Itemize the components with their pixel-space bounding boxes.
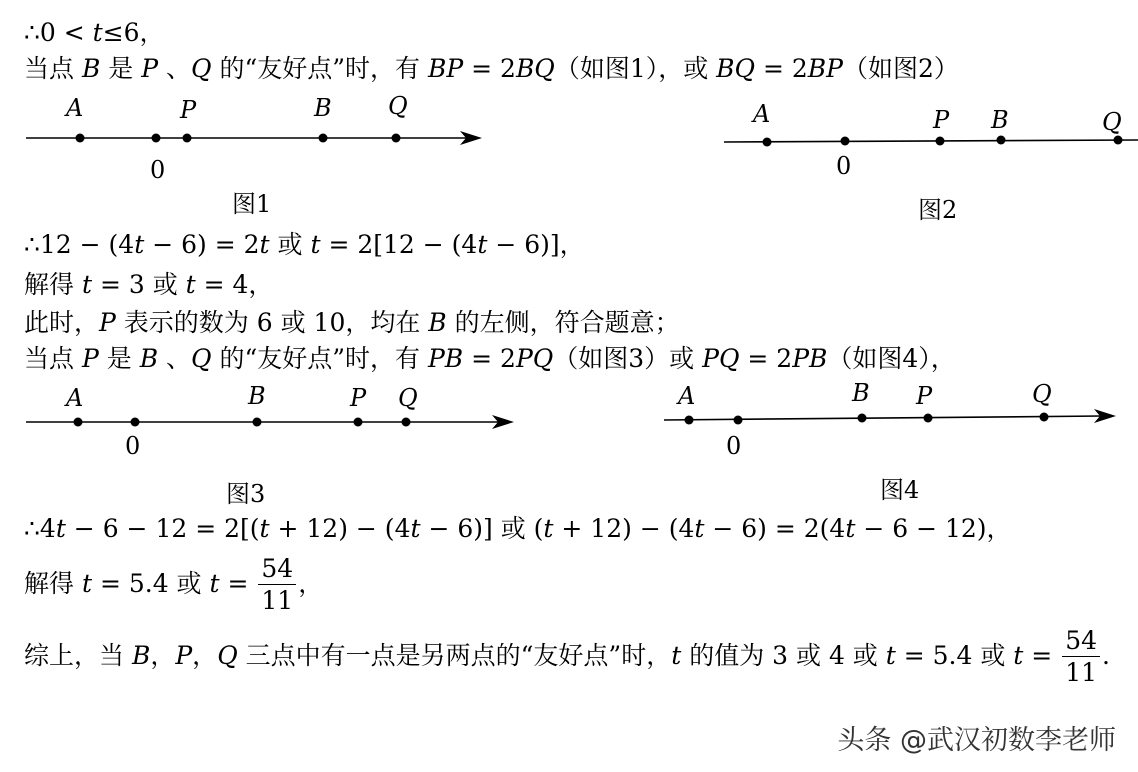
label-zero: 0: [125, 432, 141, 460]
var-t: t: [694, 514, 705, 543]
text: 表示的数为 6 或 10，均在: [115, 308, 429, 337]
text: = 2[12 − (4: [320, 230, 478, 259]
text: ≤6，: [102, 18, 165, 47]
fraction-numerator: 54: [1062, 628, 1100, 657]
var-t: t: [55, 514, 66, 543]
point-a: [763, 138, 772, 147]
point-zero: [841, 137, 850, 146]
text: ∴4: [24, 514, 56, 543]
label-q: Q: [398, 384, 418, 412]
var: PB: [427, 344, 464, 373]
text: + 12) − (4: [269, 514, 411, 543]
text: 是: [100, 54, 142, 83]
fraction-54-11: [1062, 628, 1100, 687]
text: 此时，: [24, 308, 100, 337]
text: = 2: [463, 54, 516, 83]
line-condition-t-range: [24, 20, 165, 45]
var: BQ: [515, 54, 555, 83]
point-q: [1040, 413, 1049, 422]
line-equation-case-2: [24, 516, 1012, 541]
text: + 12) − (4: [553, 514, 695, 543]
var: BQ: [716, 54, 756, 83]
fraction-numerator: 54: [258, 556, 296, 585]
point-b: [997, 136, 1006, 145]
var-t: t: [209, 568, 220, 598]
label-zero: 0: [726, 432, 742, 460]
label-a: A: [678, 382, 696, 410]
var: B: [81, 54, 101, 83]
var: Q: [217, 640, 238, 670]
text: .: [1102, 640, 1110, 670]
text: − 6)]，: [487, 230, 585, 259]
var: P: [175, 640, 193, 670]
text: ，: [150, 640, 176, 670]
text: 解得: [24, 270, 82, 299]
var: P: [81, 344, 99, 373]
figure-1-caption: 图1: [232, 190, 272, 218]
var: B: [131, 640, 151, 670]
text: 综上，当: [24, 640, 132, 670]
point-q: [402, 418, 411, 427]
line-check-case-1: [24, 310, 680, 335]
label-b: B: [852, 379, 870, 407]
point-b: [858, 414, 867, 423]
point-b: [319, 134, 328, 143]
text: − 6 − 12 = 2[(: [65, 514, 260, 543]
label-p: P: [916, 382, 933, 410]
text: = 5.4 或: [92, 568, 210, 598]
figure-3-caption: 图3: [226, 480, 266, 508]
var-t: t: [1013, 640, 1024, 670]
var: P: [99, 308, 116, 337]
point-a: [74, 418, 83, 427]
text: （如图1），或: [554, 54, 717, 83]
var-t: t: [92, 18, 103, 47]
point-q: [392, 134, 401, 143]
var: Q: [191, 54, 212, 83]
text: = 2: [755, 54, 808, 83]
text: = 2: [739, 344, 793, 373]
point-p: [354, 418, 363, 427]
text: 、: [158, 54, 192, 83]
label-a: A: [66, 94, 84, 122]
text: − 6)] 或 (: [420, 514, 544, 543]
label-q: Q: [1102, 108, 1122, 136]
point-p: [936, 137, 945, 146]
text: = 5.4 或: [895, 640, 1014, 670]
var-t: t: [185, 270, 196, 299]
point-p: [924, 414, 933, 423]
var: BP: [427, 54, 464, 83]
line-solution-case-2: [24, 556, 323, 615]
var-t: t: [845, 514, 856, 543]
text: ，: [192, 640, 218, 670]
text: − 6 − 12)，: [855, 514, 1012, 543]
fraction-denominator: 11: [1065, 658, 1097, 688]
label-a: A: [753, 100, 771, 128]
label-zero: 0: [150, 156, 166, 184]
text: 、: [158, 344, 192, 373]
var-t: t: [671, 640, 682, 670]
var: PB: [792, 344, 828, 373]
axis-line: [664, 416, 1102, 420]
var: P: [141, 54, 159, 83]
watermark: 头条 @武汉初数李老师: [837, 725, 1116, 756]
var-t: t: [477, 230, 488, 259]
point-a: [685, 416, 694, 425]
point-b: [253, 418, 262, 427]
text: 当点: [24, 344, 82, 373]
var-t: t: [259, 514, 270, 543]
figure-4-caption: 图4: [880, 476, 920, 504]
text: 的值为 3 或 4 或: [681, 640, 886, 670]
figure-3-number-line: [0, 378, 540, 513]
point-zero: [131, 418, 140, 427]
figure-2-caption: 图2: [918, 196, 958, 224]
var: Q: [191, 344, 212, 373]
var: B: [139, 344, 159, 373]
label-zero: 0: [836, 152, 852, 180]
text: ∴0 <: [24, 18, 93, 47]
text: = 2: [463, 344, 516, 373]
line-case-p-friendly: [24, 346, 956, 371]
fraction-54-11: [258, 556, 296, 615]
text: ，: [298, 568, 324, 598]
text: 或: [269, 230, 311, 259]
var: B: [428, 308, 447, 337]
var-t: t: [543, 514, 554, 543]
text: 的左侧，符合题意；: [446, 308, 680, 337]
text: − 6) = 2(4: [704, 514, 846, 543]
point-zero: [734, 416, 743, 425]
text: =: [1023, 640, 1061, 670]
label-b: B: [991, 106, 1009, 134]
text: 解得: [24, 568, 82, 598]
line-conclusion: [24, 628, 1110, 687]
text: （如图2）: [843, 54, 959, 83]
var: BP: [807, 54, 843, 83]
text: （如图4），: [827, 344, 956, 373]
label-a: A: [66, 384, 84, 412]
label-p: P: [180, 96, 197, 124]
text: 三点中有一点是另两点的“友好点”时，: [237, 640, 672, 670]
text: 是: [98, 344, 140, 373]
var-t: t: [134, 230, 145, 259]
label-b: B: [248, 382, 266, 410]
var: PQ: [702, 344, 740, 373]
axis-line: [724, 140, 1138, 142]
line-case-b-friendly: [24, 56, 959, 81]
point-a: [76, 134, 85, 143]
text: 的“友好点”时，有: [211, 344, 428, 373]
point-zero: [152, 134, 161, 143]
line-equation-case-1: [24, 232, 585, 257]
text: = 3 或: [92, 270, 186, 299]
var-t: t: [310, 230, 321, 259]
text: ∴12 − (4: [24, 230, 135, 259]
label-q: Q: [1032, 380, 1052, 408]
text: 当点: [24, 54, 82, 83]
var-t: t: [259, 230, 270, 259]
var-t: t: [81, 270, 92, 299]
var-t: t: [81, 568, 92, 598]
text: （如图3）或: [553, 344, 703, 373]
text: 的“友好点”时，有: [211, 54, 428, 83]
point-p: [183, 134, 192, 143]
fraction-denominator: 11: [261, 586, 294, 616]
text: =: [219, 568, 257, 598]
text: − 6) = 2: [144, 230, 260, 259]
line-solution-case-1: [24, 272, 273, 297]
var-t: t: [410, 514, 421, 543]
label-b: B: [314, 94, 332, 122]
var: PQ: [515, 344, 554, 373]
label-p: P: [933, 106, 950, 134]
text: = 4，: [195, 270, 274, 299]
var-t: t: [885, 640, 896, 670]
label-p: P: [350, 384, 367, 412]
point-q: [1114, 136, 1123, 145]
label-q: Q: [388, 92, 408, 120]
